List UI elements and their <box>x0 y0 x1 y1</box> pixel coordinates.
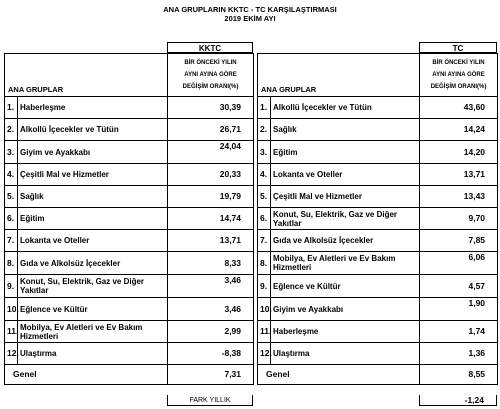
table-row: 7. Lokanta ve Oteller 13,71 7. Gıda ve Alkolsüz İçecekler 7,85 <box>5 230 498 252</box>
kktc-group-name: Giyim ve Ayakkabı <box>18 141 168 164</box>
general-row <box>5 365 498 385</box>
tc-group-name: Mobilya, Ev Aletleri ve Ev Bakım Hizmetleri <box>271 252 420 275</box>
tc-group-value: 1,90 <box>420 298 498 321</box>
table-row: 3. Giyim ve Ayakkabı 24,04 3. Eğitim 14,20 <box>5 141 498 164</box>
table-row: 8. Gıda ve Alkolsüz İçecekler 8,33 8. Mobilya, Ev Aletleri ve Ev Bakım Hizmetleri 6,06 <box>5 252 498 275</box>
tc-general-value: 8,55 <box>420 365 498 385</box>
tc-group-name: Gıda ve Alkolsüz İçecekler <box>271 230 420 252</box>
title-line-1: ANA GRUPLARIN KKTC - TC KARŞILAŞTIRMASI <box>163 5 337 14</box>
kktc-group-value: 26,71 <box>168 119 254 141</box>
tc-group-name: Çeşitli Mal ve Hizmetler <box>271 186 420 208</box>
tc-group-name: Giyim ve Ayakkabı <box>271 298 420 321</box>
kktc-group-name: Gıda ve Alkolsüz İçecekler <box>18 252 168 275</box>
tc-group-value: 14,24 <box>420 119 498 141</box>
tc-group-name: Haberleşme <box>271 321 420 343</box>
tc-group-value: 1,36 <box>420 343 498 365</box>
kktc-group-name: Çeşitli Mal ve Hizmetler <box>18 164 168 186</box>
tc-change-header: BİR ÖNCEKİ YILIN AYNI AYINA GÖRE DEĞİŞİM ORANI(%) <box>420 54 498 97</box>
tc-group-value: 13,71 <box>420 164 498 186</box>
tc-group-name: Ulaştırma <box>271 343 420 365</box>
group-header-tc: TC <box>419 42 497 53</box>
tc-group-value: 9,70 <box>420 208 498 230</box>
table-row: 1. Haberleşme 30,39 1. Alkollü İçecekler ve Tütün 43,60 <box>5 97 498 119</box>
kktc-group-name: Mobilya, Ev Aletleri ve Ev Bakım Hizmetleri <box>18 321 168 343</box>
kktc-ana-gruplar-header: ANA GRUPLAR <box>5 54 168 97</box>
kktc-general-label: Genel <box>5 365 168 385</box>
table-row: 5. Sağlık 19,79 5. Çeşitli Mal ve Hizmetler 13,43 <box>5 186 498 208</box>
tc-group-value: 14,20 <box>420 141 498 164</box>
tc-group-name: Lokanta ve Oteller <box>271 164 420 186</box>
table-row: 12. Ulaştırma -8,38 12. Ulaştırma 1,36 <box>5 343 498 365</box>
group-header-kktc: KKTC <box>167 42 253 53</box>
kktc-group-value: -8,38 <box>168 343 254 365</box>
table-row: 6. Eğitim 14,74 6. Konut, Su, Elektrik, Gaz ve Diğer Yakıtlar 9,70 <box>5 208 498 230</box>
tc-group-name: Eğitim <box>271 141 420 164</box>
kktc-group-value: 3,46 <box>168 298 254 321</box>
table-row: 4. Çeşitli Mal ve Hizmetler 20,33 4. Lokanta ve Oteller 13,71 <box>5 164 498 186</box>
title-line-2: 2019 EKİM AYI <box>224 14 276 23</box>
difference-value: -1,24 <box>419 395 497 406</box>
kktc-group-name: Lokanta ve Oteller <box>18 230 168 252</box>
tc-general-label: Genel <box>258 365 420 385</box>
table-header-row <box>5 54 498 97</box>
table-row: 9. Konut, Su, Elektrik, Gaz ve Diğer Yakıtlar 3,46 9. Eğlence ve Kültür 4,57 <box>5 275 498 298</box>
tc-group-value: 4,57 <box>420 275 498 298</box>
kktc-group-value: 24,04 <box>168 141 254 164</box>
tc-group-name: Alkollü İçecekler ve Tütün <box>271 97 420 119</box>
kktc-group-value: 30,39 <box>168 97 254 119</box>
tc-group-name: Sağlık <box>271 119 420 141</box>
kktc-group-value: 13,71 <box>168 230 254 252</box>
tc-group-value: 6,06 <box>420 252 498 275</box>
table-row: 11. Mobilya, Ev Aletleri ve Ev Bakım Hizmetleri 2,99 11. Haberleşme 1,74 <box>5 321 498 343</box>
kktc-group-name: Eğitim <box>18 208 168 230</box>
table-row: 2. Alkollü İçecekler ve Tütün 26,71 2. Sağlık 14,24 <box>5 119 498 141</box>
tc-group-value: 7,85 <box>420 230 498 252</box>
difference-label: FARK YILLIK <box>167 395 253 406</box>
kktc-group-name: Alkollü İçecekler ve Tütün <box>18 119 168 141</box>
kktc-group-value: 3,46 <box>168 275 254 298</box>
kktc-group-name: Ulaştırma <box>18 343 168 365</box>
tc-group-name: Konut, Su, Elektrik, Gaz ve Diğer Yakıtlar <box>271 208 420 230</box>
kktc-group-value: 19,79 <box>168 186 254 208</box>
tc-group-value: 13,43 <box>420 186 498 208</box>
tc-group-name: Eğlence ve Kültür <box>271 275 420 298</box>
kktc-group-value: 8,33 <box>168 252 254 275</box>
kktc-group-name: Sağlık <box>18 186 168 208</box>
report-title <box>0 5 500 23</box>
kktc-group-value: 20,33 <box>168 164 254 186</box>
tc-ana-gruplar-header: ANA GRUPLAR <box>258 54 420 97</box>
kktc-change-header: BİR ÖNCEKİ YILIN AYNI AYINA GÖRE DEĞİŞİM ORANI(%) <box>168 54 254 97</box>
comparison-table <box>4 53 498 385</box>
kktc-group-value: 14,74 <box>168 208 254 230</box>
tc-group-value: 43,60 <box>420 97 498 119</box>
kktc-group-name: Konut, Su, Elektrik, Gaz ve Diğer Yakıtlar <box>18 275 168 298</box>
tc-group-value: 1,74 <box>420 321 498 343</box>
kktc-group-value: 2,99 <box>168 321 254 343</box>
kktc-general-value: 7,31 <box>168 365 254 385</box>
kktc-group-name: Haberleşme <box>18 97 168 119</box>
kktc-group-name: Eğlence ve Kültür <box>18 298 168 321</box>
table-row: 10. Eğlence ve Kültür 3,46 10. Giyim ve Ayakkabı 1,90 <box>5 298 498 321</box>
